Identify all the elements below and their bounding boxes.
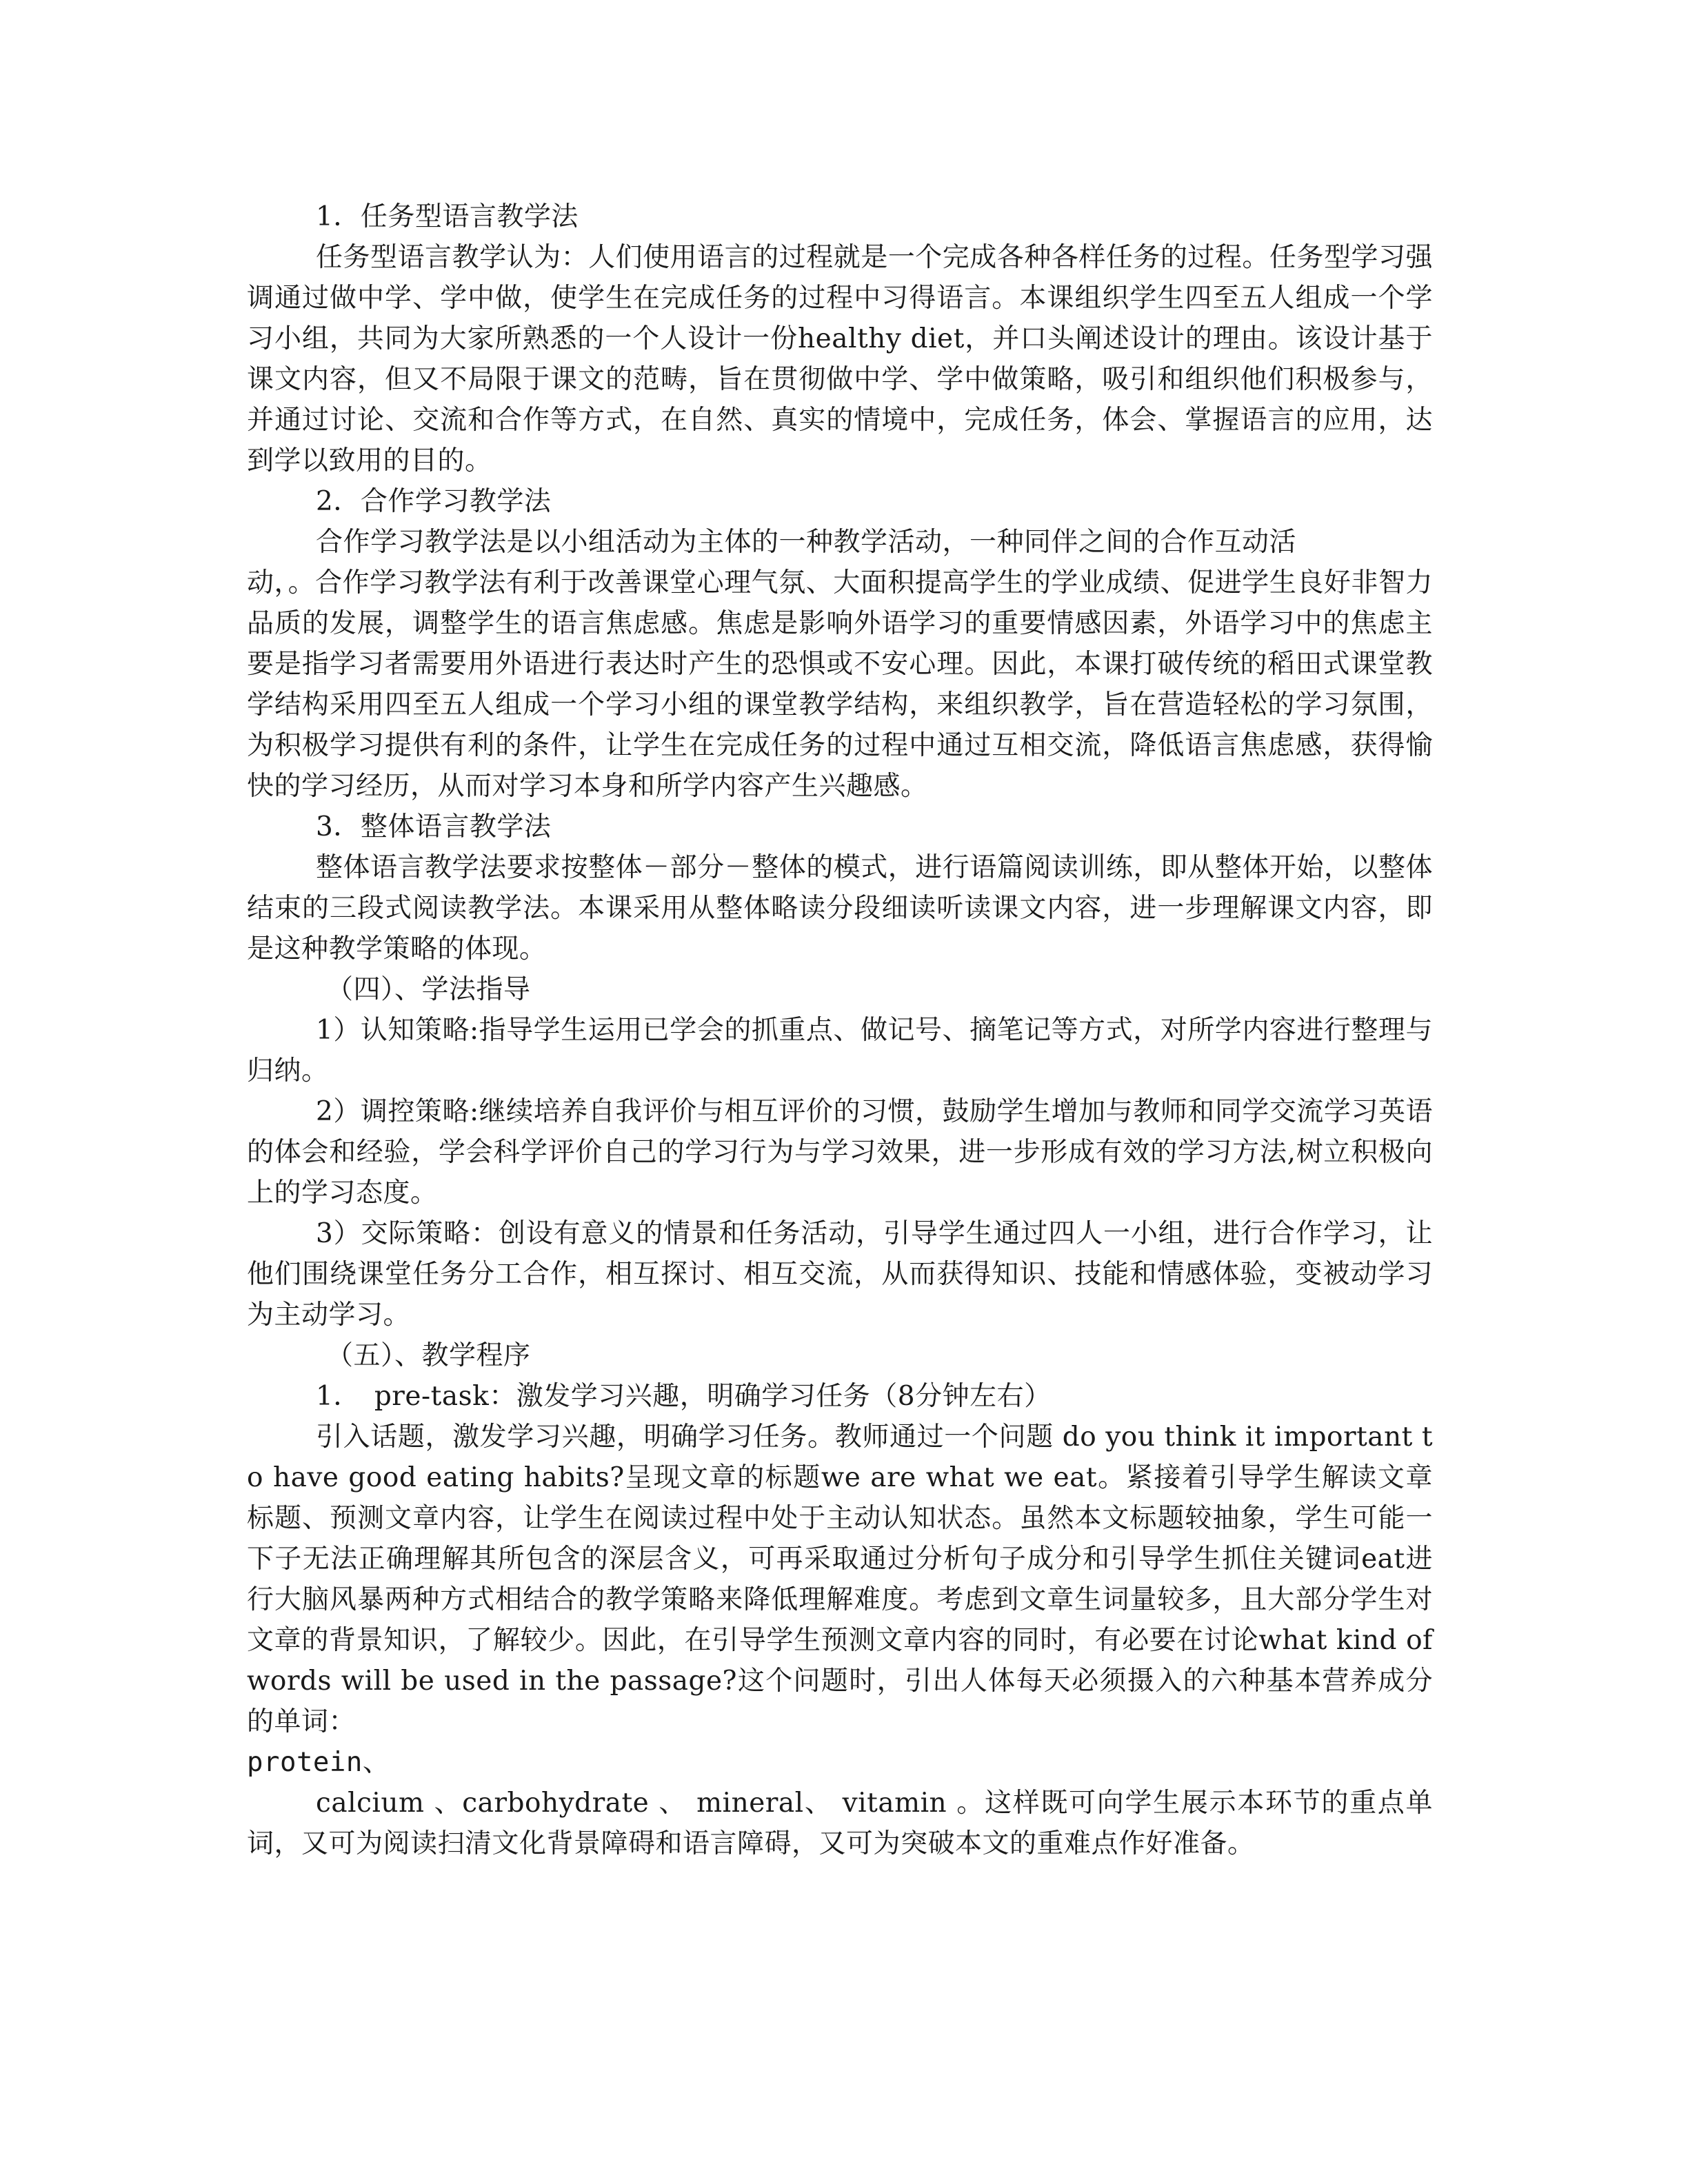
paragraph-pre-task: 引入话题，激发学习兴趣，明确学习任务。教师通过一个问题 do you think it important to have good eating habits?呈现文章的标题we are what we eat。紧接着引导学生解读文章标题、预测文章内容，让学生在阅读过程中处于主动认知状态。虽然本文标题较抽象，学生可能一下子无法正确理解其所包含的深层含义，可再采取通过分析句子成分和引导学生抓住关键词eat进行大脑风暴两种方式相结合的教学策略来降低理解难度。考虑到文章生词量较多，且大部分学生对文章的背景知识，了解较少。因此，在引导学生预测文章内容的同时，有必要在讨论what kind of words will be used in the passage?这个问题时，引出人体每天必须摄入的六种基本营养成分的单词：	[247, 1422, 1433, 1737]
paragraph-nutrients: calcium 、carbohydrate 、 mineral、 vitamin 。这样既可向学生展示本环节的重点单词，又可为阅读扫清文化背景障碍和语言障碍，又可为突破本文的重难点作好准备。	[247, 1788, 1433, 1859]
paragraph-whole-language: 整体语言教学法要求按整体－部分－整体的模式，进行语篇阅读训练，即从整体开始，以整体结束的三段式阅读教学法。本课采用从整体略读分段细读听读课文内容，进一步理解课文内容，即是这种教学策略的体现。	[247, 852, 1433, 964]
heading-pre-task: 1． pre-task：激发学习兴趣，明确学习任务（8分钟左右）	[316, 1381, 1052, 1412]
paragraph-protein: protein、	[247, 1747, 390, 1778]
paragraph-regulation-strategy: 2）调控策略:继续培养自我评价与相互评价的习惯，鼓励学生增加与教师和同学交流学习英语的体会和经验，学会科学评价自己的学习行为与学习效果，进一步形成有效的学习方法,树立积极向上的学习态度。	[247, 1096, 1433, 1209]
paragraph-communication-strategy: 3）交际策略：创设有意义的情景和任务活动，引导学生通过四人一小组，进行合作学习，让他们围绕课堂任务分工合作，相互探讨、相互交流，从而获得知识、技能和情感体验，变被动学习为主动学习。	[247, 1218, 1433, 1331]
paragraph-task-based: 任务型语言教学认为：人们使用语言的过程就是一个完成各种各样任务的过程。任务型学习强调通过做中学、学中做，使学生在完成任务的过程中习得语言。本课组织学生四至五人组成一个学习小组，共同为大家所熟悉的一个人设计一份healthy diet，并口头阐述设计的理由。该设计基于课文内容，但又不局限于课文的范畴，旨在贯彻做中学、学中做策略，吸引和组织他们积极参与，并通过讨论、交流和合作等方式，在自然、真实的情境中，完成任务，体会、掌握语言的应用，达到学以致用的目的。	[247, 242, 1433, 476]
heading-cooperative: 2．合作学习教学法	[316, 486, 552, 517]
heading-teaching-procedure: （五）、教学程序	[326, 1340, 531, 1371]
heading-study-guidance: （四）、学法指导	[326, 974, 531, 1005]
paragraph-cooperative-line1: 合作学习教学法是以小组活动为主体的一种教学活动，一种同伴之间的合作互动活	[316, 527, 1297, 558]
heading-task-based: 1．任务型语言教学法	[316, 201, 579, 232]
paragraph-cognitive-strategy: 1）认知策略:指导学生运用已学会的抓重点、做记号、摘笔记等方式，对所学内容进行整理与归纳。	[247, 1015, 1433, 1086]
paragraph-cooperative: 动，。合作学习教学法有利于改善课堂心理气氛、大面积提高学生的学业成绩、促进学生良好非智力品质的发展，调整学生的语言焦虑感。焦虑是影响外语学习的重要情感因素，外语学习中的焦虑主要是指学习者需要用外语进行表达时产生的恐惧或不安心理。因此，本课打破传统的稻田式课堂教学结构采用四至五人组成一个学习小组的课堂教学结构，来组织教学，旨在营造轻松的学习氛围，为积极学习提供有利的条件，让学生在完成任务的过程中通过互相交流，降低语言焦虑感，获得愉快的学习经历，从而对学习本身和所学内容产生兴趣感。	[247, 567, 1433, 802]
heading-whole-language: 3．整体语言教学法	[316, 811, 552, 842]
document-page	[247, 196, 1433, 1864]
